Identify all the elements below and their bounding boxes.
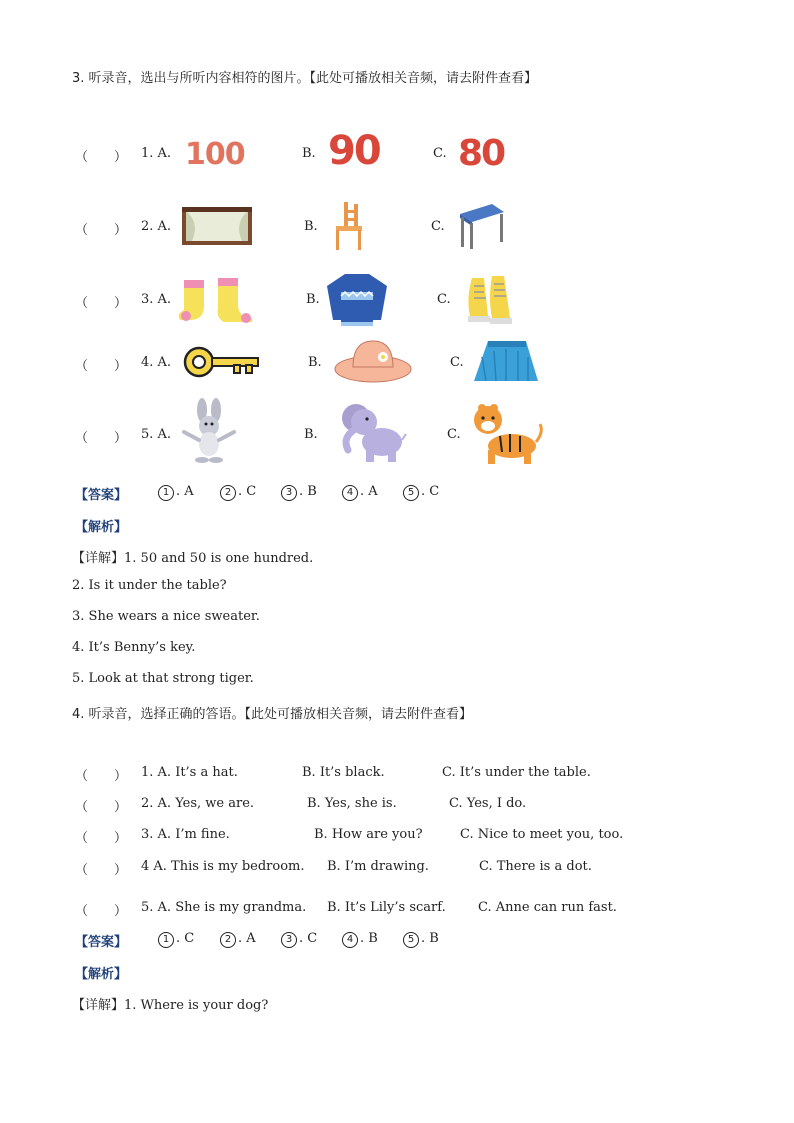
number-90-image: 90 [328, 128, 380, 174]
answer-item: 4 . B [342, 931, 378, 948]
option-a: 3. A. I’m fine. [141, 827, 230, 842]
sweater-image [325, 270, 389, 328]
hat-image [333, 337, 413, 385]
option-c: C. Anne can run fast. [478, 900, 617, 915]
tiger-image [470, 402, 544, 466]
answer-blank[interactable]: （ ） [75, 769, 128, 784]
option-label: 3. A. [141, 292, 172, 307]
option-label: C. [431, 219, 445, 234]
q3-title: 3. 听录音，选出与所听内容相符的图片。【此处可播放相关音频，请去附件查看】 [72, 71, 538, 86]
answer-item: 1 . A [158, 484, 194, 501]
answer-item: 5 . C [403, 484, 439, 501]
answer-blank[interactable]: （ ） [75, 359, 128, 374]
option-c: C. Nice to meet you, too. [460, 827, 624, 842]
option-b: B. I’m drawing. [327, 859, 429, 874]
detail-line: 5. Look at that strong tiger. [72, 671, 254, 686]
option-c: C. There is a dot. [479, 859, 592, 874]
answer-blank[interactable]: （ ） [75, 863, 128, 878]
option-label: B. [306, 292, 320, 307]
elephant-image [334, 400, 408, 464]
answer-item: 2 . C [220, 484, 256, 501]
answer-blank[interactable]: （ ） [75, 150, 128, 165]
option-label: B. [308, 355, 322, 370]
analysis-label: 【解析】 [75, 967, 128, 982]
answer-blank[interactable]: （ ） [75, 831, 128, 846]
option-c: C. It’s under the table. [442, 765, 591, 780]
option-a: 4 A. This is my bedroom. [141, 859, 305, 874]
socks-image [174, 274, 256, 326]
answer-blank[interactable]: （ ） [75, 431, 128, 446]
option-label: C. [450, 355, 464, 370]
option-label: C. [447, 427, 461, 442]
answer-item: 4 . A [342, 484, 378, 501]
option-label: B. [304, 219, 318, 234]
rabbit-image [178, 398, 240, 464]
chair-image [330, 200, 370, 252]
option-label: 1. A. [141, 146, 172, 161]
detail-line: 3. She wears a nice sweater. [72, 609, 260, 624]
option-b: B. Yes, she is. [307, 796, 397, 811]
detail-line: 2. Is it under the table? [72, 578, 227, 593]
option-label: C. [437, 292, 451, 307]
answer-blank[interactable]: （ ） [75, 800, 128, 815]
option-label: B. [304, 427, 318, 442]
option-label: 4. A. [141, 355, 172, 370]
answer-item: 3 . B [281, 484, 317, 501]
answer-item: 5 . B [403, 931, 439, 948]
sneakers-image [462, 272, 518, 326]
skirt-image [472, 337, 540, 387]
option-a: 1. A. It’s a hat. [141, 765, 238, 780]
option-c: C. Yes, I do. [449, 796, 527, 811]
answer-blank[interactable]: （ ） [75, 296, 128, 311]
answer-blank[interactable]: （ ） [75, 223, 128, 238]
option-a: 5. A. She is my grandma. [141, 900, 307, 915]
table-image [456, 200, 506, 250]
option-label: B. [302, 146, 316, 161]
answer-item: 2 . A [220, 931, 256, 948]
key-image [182, 345, 262, 379]
analysis-label: 【解析】 [75, 520, 128, 535]
answer-item: 3 . C [281, 931, 317, 948]
option-a: 2. A. Yes, we are. [141, 796, 255, 811]
detail-line: 【详解】1. Where is your dog? [72, 998, 269, 1013]
answer-label: 【答案】 [75, 935, 128, 950]
answer-item: 1 . C [158, 931, 194, 948]
window-image [180, 205, 254, 247]
option-label: 5. A. [141, 427, 172, 442]
option-label: C. [433, 146, 447, 161]
detail-line: 【详解】1. 50 and 50 is one hundred. [72, 551, 314, 566]
number-100-image: 100 [185, 137, 245, 172]
option-label: 2. A. [141, 219, 172, 234]
answer-label: 【答案】 [75, 488, 128, 503]
option-b: B. It’s black. [302, 765, 385, 780]
q4-title: 4. 听录音，选择正确的答语。【此处可播放相关音频，请去附件查看】 [72, 707, 473, 722]
option-b: B. How are you? [314, 827, 423, 842]
option-b: B. It’s Lily’s scarf. [327, 900, 446, 915]
answer-blank[interactable]: （ ） [75, 904, 128, 919]
detail-line: 4. It’s Benny’s key. [72, 640, 196, 655]
number-80-image: 80 [458, 133, 505, 174]
